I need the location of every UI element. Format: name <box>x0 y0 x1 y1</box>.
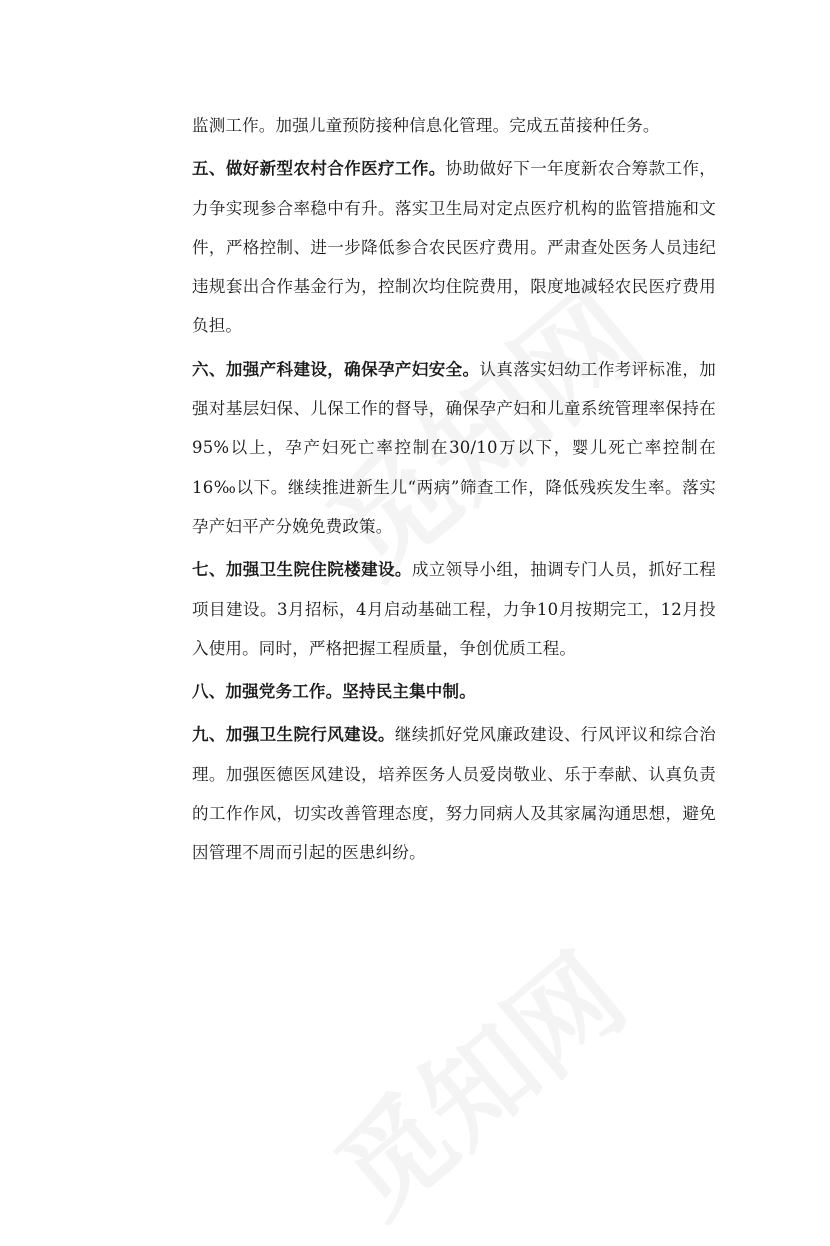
paragraph-text: 继续抓好党风廉政建设、行风评议和综合治理。加强医德医风建设，培养医务人员爱岗敬业、乐于奉献、认真负责的工作作风，切实改善管理态度，努力同病人及其家属沟通思想，避免因管理不周而引起的医患纠纷。 <box>192 725 716 863</box>
paragraph-continuation <box>192 106 716 145</box>
document-body <box>192 106 716 877</box>
watermark <box>298 912 652 1245</box>
paragraph-text: 监测工作。加强儿童预防接种信息化管理。完成五苗接种任务。 <box>192 116 660 135</box>
section-heading: 八、加强党务工作。坚持民主集中制。 <box>192 682 476 702</box>
paragraph-text: 认真落实妇幼工作考评标准，加强对基层妇保、儿保工作的督导，确保孕产妇和儿童系统管理率保持在95%以上，孕产妇死亡率控制在30/10万以下，婴儿死亡率控制在16‰以下。继续推进新生儿“两病”筛查工作，降低残疾发生率。落实孕产妇平产分娩免费政策。 <box>192 359 716 536</box>
paragraph-text: 成立领导小组，抽调专门人员，抓好工程项目建设。3月招标，4月启动基础工程，力争10月按期完工，12月投入使用。同时，严格把握工程质量，争创优质工程。 <box>192 560 716 658</box>
paragraph-section-8 <box>192 672 716 711</box>
paragraph-section-9 <box>192 715 716 872</box>
paragraph-section-7 <box>192 550 716 668</box>
section-heading: 七、加强卫生院住院楼建设。 <box>192 560 412 580</box>
section-heading: 六、加强产科建设，确保孕产妇安全。 <box>192 359 480 379</box>
paragraph-section-6 <box>192 350 716 546</box>
section-heading: 九、加强卫生院行风建设。 <box>192 725 395 745</box>
paragraph-text: 协助做好下一年度新农合筹款工作，力争实现参合率稳中有升。落实卫生局对定点医疗机构的监管措施和文件，严格控制、进一步降低参合农民医疗费用。严肃查处医务人员违纪违规套出合作基金行为，控制次均住院费用，限度地减轻农民医疗费用负担。 <box>192 159 717 336</box>
paragraph-section-5 <box>192 149 716 345</box>
section-heading: 五、做好新型农村合作医疗工作。 <box>192 159 446 179</box>
